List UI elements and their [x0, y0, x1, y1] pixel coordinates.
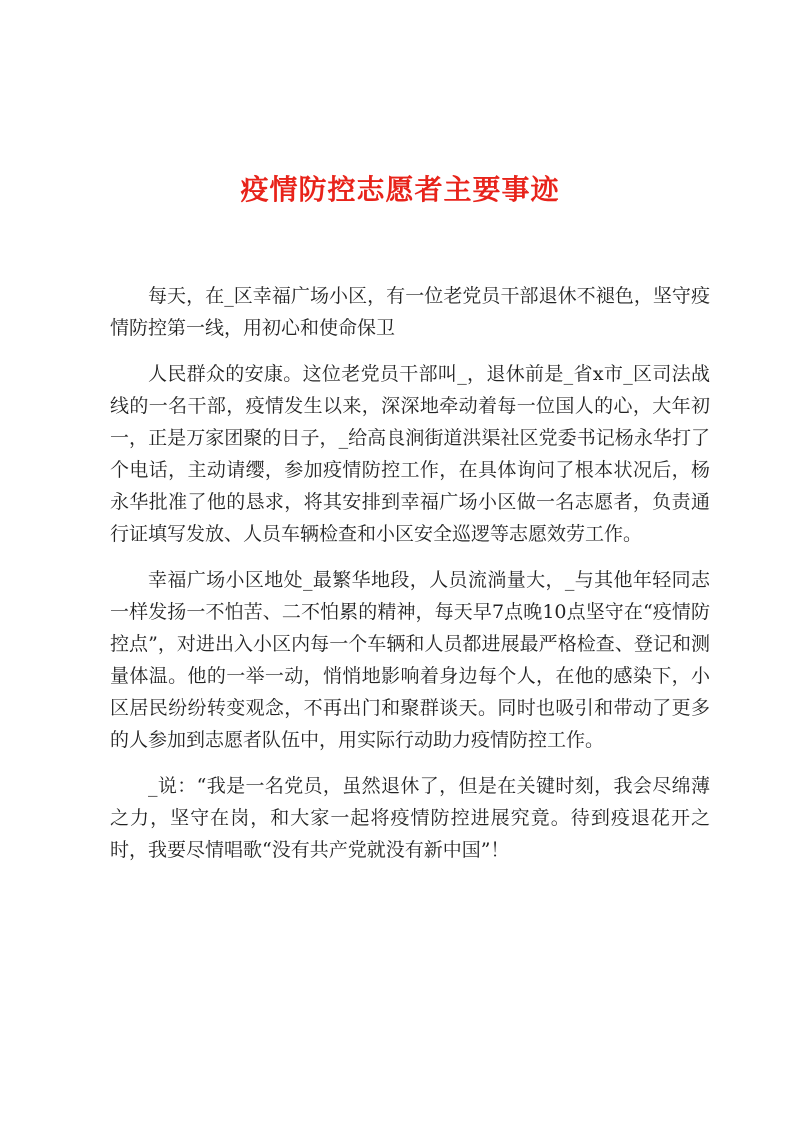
paragraph-1: 每天，在_区幸福广场小区，有一位老党员干部退休不褪色，坚守疫情防控第一线，用初心和使命保卫	[110, 285, 710, 339]
paragraph-3: 幸福广场小区地处_最繁华地段，人员流淌量大，_与其他年轻同志一样发扬一不怕苦、二不怕累的精神，每天早7点晚10点坚守在“疫情防控点”，对进出入小区内每一个车辆和人员都进展最严格检查、登记和测量体温。他的一举一动，悄悄地影响着身边每个人，在他的感染下，小区居民纷纷转变观念，不再出门和聚群谈天。同时也吸引和带动了更多的人参加到志愿者队伍中，用实际行动助力疫情防控工作。	[110, 569, 710, 751]
paragraph-4: _说：“我是一名党员，虽然退休了，但是在关键时刻，我会尽绵薄之力，坚守在岗，和大家一起将疫情防控进展究竟。待到疫退花开之时，我要尽情唱歌“没有共产党就没有新中国”！	[110, 775, 710, 861]
document-title: 疫情防控志愿者主要事迹	[240, 173, 560, 206]
paragraph-2: 人民群众的安康。这位老党员干部叫_，退休前是_省x市_区司法战线的一名干部，疫情发生以来，深深地牵动着每一位国人的心，大年初一，正是万家团聚的日子，_给高良涧街道洪渠社区党委书记杨永华打了个电话，主动请缨，参加疫情防控工作，在具体询问了根本状况后，杨永华批准了他的恳求，将其安排到幸福广场小区做一名志愿者，负责通行证填写发放、人员车辆检查和小区安全巡逻等志愿效劳工作。	[110, 363, 710, 545]
document-body	[110, 280, 710, 880]
